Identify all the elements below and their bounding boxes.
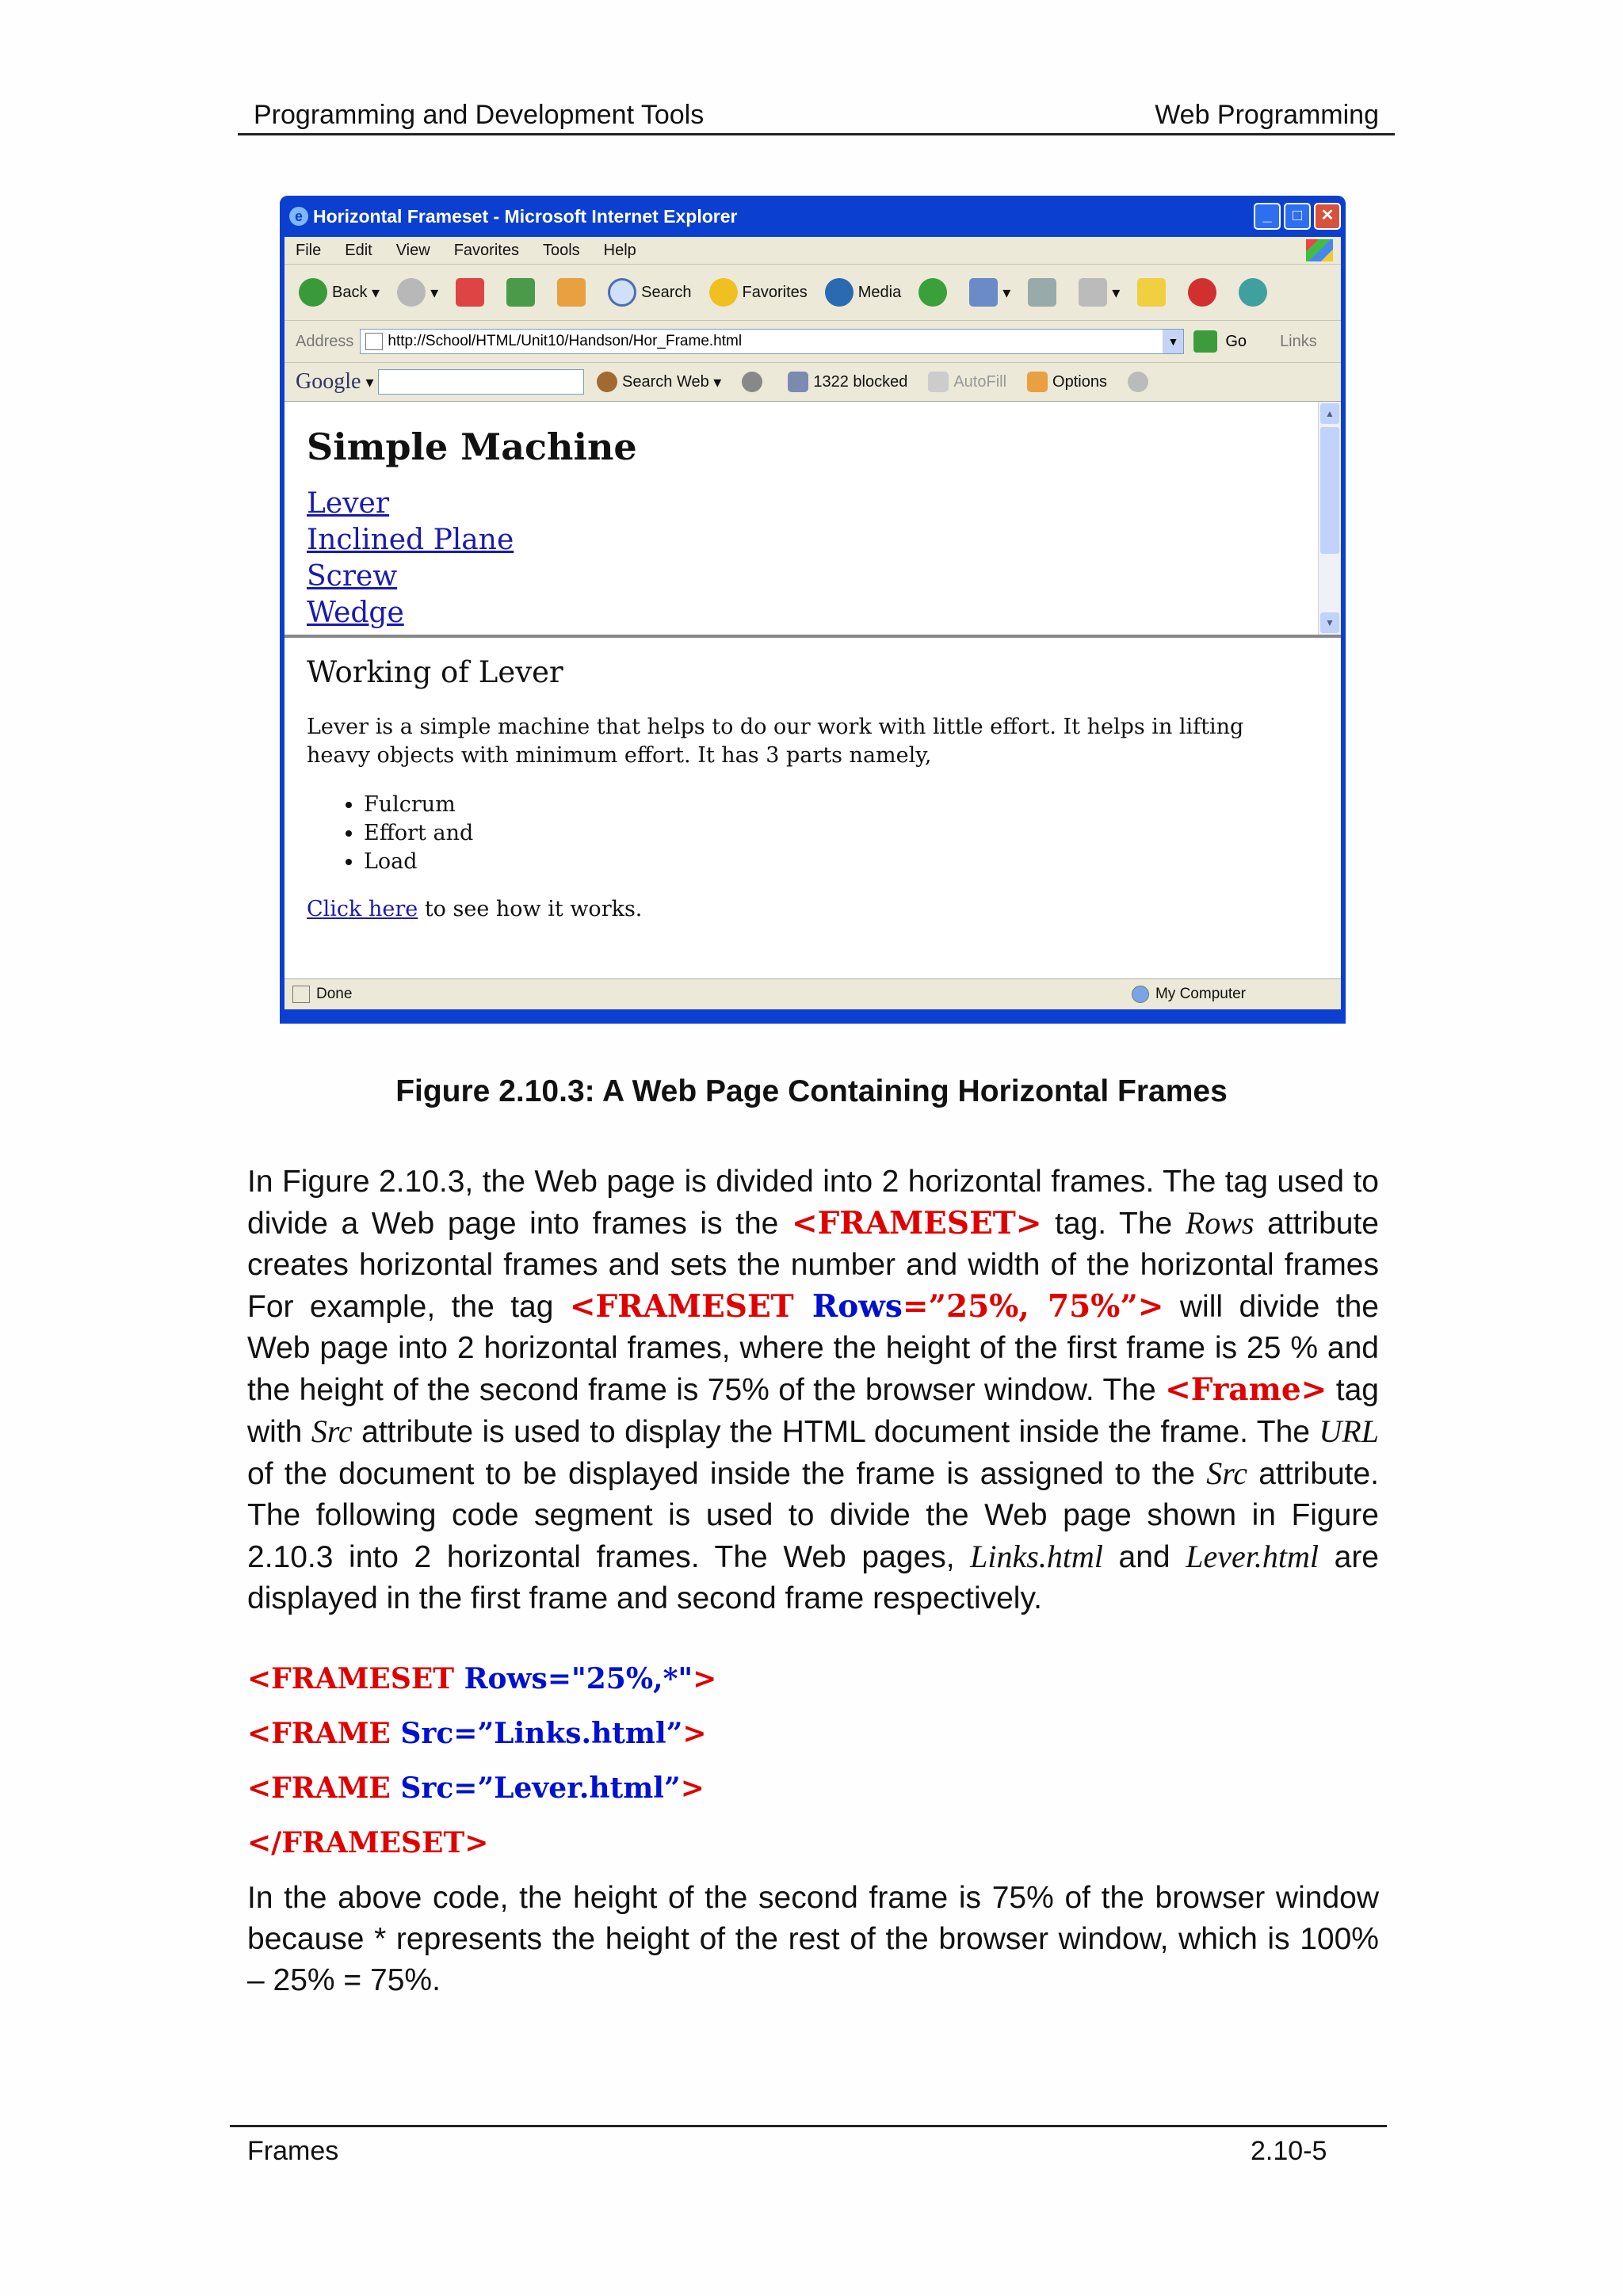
text: tag. The	[1041, 1207, 1186, 1241]
link-inclined-plane[interactable]: Inclined Plane	[307, 524, 514, 556]
autofill-button[interactable]	[928, 372, 1006, 392]
menu-help[interactable]: Help	[603, 241, 636, 259]
go-label: Go	[1225, 332, 1247, 350]
browser-window	[280, 196, 1346, 1024]
stop-icon	[456, 278, 484, 307]
autofill-icon	[928, 372, 949, 392]
go-button[interactable]	[1193, 330, 1247, 353]
messenger-button[interactable]	[1188, 278, 1221, 307]
text: of the document to be displayed inside the frame is assigned to the	[247, 1457, 1207, 1491]
page-done-icon	[292, 986, 310, 1003]
menu-view[interactable]: View	[395, 241, 430, 259]
menu-tools[interactable]: Tools	[542, 241, 580, 259]
rows-attr: Rows	[1185, 1205, 1254, 1241]
forward-arrow-icon	[397, 278, 426, 307]
scroll-up-icon[interactable]: ▲	[1320, 403, 1339, 424]
address-bar	[285, 321, 1341, 363]
autofill-label: AutoFill	[953, 372, 1007, 391]
print-button[interactable]	[1028, 278, 1061, 307]
text: tag with	[247, 1373, 1379, 1449]
back-label: Back	[332, 283, 368, 301]
options-icon	[1027, 372, 1048, 392]
code-line	[247, 1717, 707, 1750]
lever-html: Lever.html	[1186, 1539, 1319, 1574]
home-icon	[557, 278, 586, 307]
contacts-button[interactable]	[1239, 278, 1272, 307]
figure-caption: Figure 2.10.3: A Web Page Containing Horizontal Frames	[395, 1074, 1228, 1108]
title-bar[interactable]	[285, 196, 1341, 237]
refresh-button[interactable]	[506, 278, 540, 307]
star-icon	[709, 278, 738, 307]
text: attribute creates horizontal frames and sets the number and width of the horizontal frames For example, the tag	[247, 1207, 1380, 1324]
menu-favorites[interactable]: Favorites	[453, 241, 519, 259]
list-item: • Fulcrum	[364, 791, 1341, 819]
menu-bar	[285, 237, 1341, 265]
top-frame	[285, 402, 1341, 638]
media-icon	[825, 278, 854, 307]
edit-icon	[1079, 278, 1107, 307]
code-line	[247, 1662, 716, 1695]
media-label: Media	[857, 283, 902, 301]
code-attr: Rows="25%,*"	[464, 1662, 693, 1695]
list-item: • Effort and	[364, 819, 1341, 848]
frameset-tag: <FRAMESET>	[791, 1205, 1042, 1241]
mail-icon	[969, 278, 998, 307]
refresh-icon	[506, 278, 535, 307]
frame-tag: <Frame>	[1165, 1371, 1327, 1408]
computer-icon	[1132, 986, 1149, 1003]
header-divider	[238, 133, 1395, 135]
code-attr: Src=”Links.html”	[400, 1717, 683, 1750]
text: are displayed in the first frame and second frame respectively.	[247, 1540, 1379, 1615]
menu-edit[interactable]: Edit	[345, 241, 372, 259]
footer-divider	[230, 2125, 1387, 2127]
favorites-label: Favorites	[742, 283, 808, 301]
text: In Figure 2.10.3, the Web page is divided into 2 horizontal frames. The tag used to divide a Web page into frames is the	[247, 1165, 1379, 1241]
example-tag: <FRAMESET	[569, 1288, 812, 1325]
search-label: Search	[641, 283, 692, 301]
header-right: Web Programming	[1155, 100, 1379, 130]
example-attr: Rows	[812, 1288, 903, 1325]
menu-file[interactable]: File	[296, 241, 322, 259]
blocked-count: 1322 blocked	[813, 372, 908, 391]
news-button[interactable]	[742, 372, 767, 392]
code-tag: <FRAME	[247, 1717, 401, 1750]
stop-button[interactable]	[456, 278, 489, 307]
google-logo[interactable]: Google	[296, 369, 361, 394]
code-tag: <FRAMESET	[247, 1662, 464, 1695]
news-icon	[742, 372, 762, 392]
back-arrow-icon	[299, 278, 327, 307]
search-web-label: Search Web	[622, 372, 709, 391]
notes-button[interactable]	[1137, 278, 1170, 307]
scroll-thumb[interactable]	[1320, 427, 1339, 554]
page-number: 2.10-5	[1251, 2136, 1327, 2166]
text: and	[1102, 1540, 1186, 1574]
binoculars-icon	[597, 372, 617, 392]
code-end: >	[693, 1662, 717, 1695]
code-tag: </FRAMESET>	[247, 1826, 489, 1859]
links-html: Links.html	[970, 1539, 1103, 1574]
google-search-input[interactable]	[378, 369, 584, 395]
scroll-down-icon[interactable]: ▼	[1320, 612, 1339, 633]
search-button[interactable]	[608, 278, 691, 307]
paragraph-2: In the above code, the height of the second frame is 75% of the browser window because * represents the height of the rest of the browser window, which is 100% – 25% = 75%.	[247, 1881, 1379, 1997]
history-icon	[918, 278, 947, 307]
pencil-button[interactable]	[1128, 372, 1153, 392]
code-end: >	[680, 1772, 705, 1805]
example-value: =”25%, 75%”>	[902, 1288, 1164, 1325]
click-here-rest: to see how it works.	[418, 897, 643, 921]
security-zone	[1132, 986, 1246, 1003]
frame1-scrollbar[interactable]	[1318, 402, 1341, 635]
links-button[interactable]: Links	[1280, 332, 1317, 350]
favorites-button[interactable]	[709, 278, 808, 307]
contacts-icon	[1239, 278, 1267, 307]
bottom-frame	[285, 638, 1341, 978]
parts-list	[340, 791, 1341, 876]
code-line	[247, 1772, 705, 1805]
mail-button[interactable]: ▾	[969, 278, 1010, 307]
url-term: URL	[1319, 1413, 1379, 1449]
notes-icon	[1137, 278, 1166, 307]
window-title: Horizontal Frameset - Microsoft Internet Explorer	[313, 205, 738, 227]
forward-button[interactable]: ▾	[397, 278, 438, 307]
toolbar	[285, 265, 1341, 321]
footer-left: Frames	[247, 2136, 339, 2166]
maximize-button[interactable]: □	[1284, 203, 1311, 230]
address-label: Address	[296, 332, 354, 350]
src-attr: Src	[311, 1413, 353, 1449]
address-value: http://School/HTML/Unit10/Handson/Hor_Frame.html	[388, 333, 743, 349]
lever-description: Lever is a simple machine that helps to do our work with little effort. It helps in lifting heavy objects with minimum effort. It has 3 parts namely,	[307, 715, 1244, 768]
options-label: Options	[1052, 372, 1107, 391]
link-screw[interactable]: Screw	[307, 560, 398, 593]
history-button[interactable]	[918, 278, 952, 307]
link-lever[interactable]: Lever	[307, 487, 390, 520]
code-line	[247, 1826, 488, 1859]
search-web-button[interactable]: Search Web ▾	[597, 372, 721, 392]
go-arrow-icon	[1193, 330, 1217, 353]
header-left: Programming and Development Tools	[254, 100, 705, 130]
close-button[interactable]: ✕	[1314, 203, 1341, 230]
address-input[interactable]	[360, 329, 1184, 354]
frame1-heading: Simple Machine	[307, 425, 637, 468]
home-button[interactable]	[557, 278, 590, 307]
options-button[interactable]	[1027, 372, 1107, 392]
page-icon	[365, 333, 383, 350]
text: will divide the Web page into 2 horizontal frames, where the height of the first frame is 25 % and the height of the second frame is 75% of the browser window. The	[247, 1290, 1379, 1407]
minimize-button[interactable]: _	[1254, 203, 1281, 230]
popup-blocker-icon	[788, 372, 808, 392]
back-button[interactable]: Back ▾	[299, 278, 380, 307]
frame2-heading: Working of Lever	[307, 655, 563, 689]
zone-label: My Computer	[1155, 986, 1246, 1002]
list-item: • Load	[364, 848, 1341, 876]
paragraph-1	[247, 1161, 1379, 1619]
windows-logo-icon	[1306, 239, 1333, 261]
ie-icon: e	[289, 207, 308, 226]
search-icon	[608, 278, 636, 307]
messenger-icon	[1188, 278, 1216, 307]
status-text: Done	[316, 986, 353, 1002]
code-attr: Src=”Lever.html”	[400, 1772, 681, 1805]
google-toolbar: Google ▾ Search Web ▾ 1322 blocked AutoFill Options	[285, 363, 1341, 402]
click-here-link[interactable]: Click here	[307, 897, 418, 921]
pencil-icon	[1128, 372, 1148, 392]
src-attr: Src	[1206, 1455, 1248, 1491]
text: attribute is used to display the HTML document inside the frame. The	[352, 1415, 1319, 1449]
address-dropdown-icon[interactable]: ▼	[1163, 330, 1183, 353]
click-here-line	[307, 897, 1341, 921]
media-button[interactable]	[825, 278, 901, 307]
link-wedge[interactable]: Wedge	[307, 597, 404, 629]
print-icon	[1028, 278, 1056, 307]
popup-blocker-button[interactable]	[788, 372, 907, 392]
text: attribute. The following code segment is used to divide the Web page shown in Figure 2.10.3 into 2 horizontal frames. The Web pages,	[247, 1457, 1379, 1574]
status-bar	[285, 978, 1341, 1009]
code-tag: <FRAME	[247, 1772, 401, 1805]
edit-button[interactable]: ▾	[1079, 278, 1120, 307]
code-end: >	[682, 1717, 707, 1750]
